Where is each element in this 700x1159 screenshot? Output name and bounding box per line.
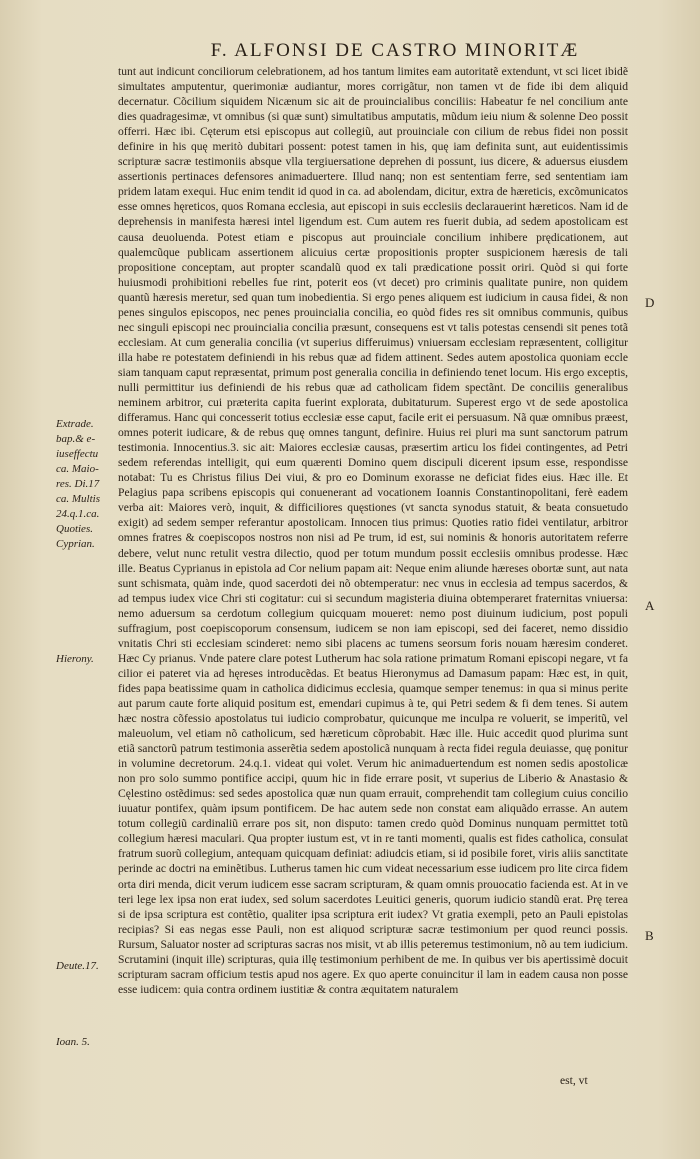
body-paragraph: tunt aut indicunt conciliorum celebrationem, ad hos tantum limites eam autoritatẽ extendunt, vt sci licet ibidẽ simultates amputentur, querimoniæ audiantur, mores corrigãtur, non tamen vt de fide ibi dem aliquid decernatur. Cõcilium siquidem Nicænum sic ait de prouincialibus conciliis: Habeatur fe nel concilium ante dies quadragesimæ, vt omnibus (si quæ sunt) simultatibus amputatis, mũdum ieiu nium & solenne Deo possit offerri. Hæc ibi. Cęterum etsi episcopus aut collegiũ, aut prouinciale con cilium de rebus fidei non possit definire in his quę meritò dubitari possent: potest tamen in his, quę iam definita sunt, aut euidentissimis scripturæ sacræ testimoniis absque vlla tergiuersatione deprehen di possunt, ius dicere, & aduersus eiusdem assertionis pertinaces defensores animaduertere. Illud nanq; non est sententiam ferre, sed sententiam iam pridem latam exequi. Huc enim tendit id quod in ca. ad abolendam, dicitur, extra de hæreticis, excõmunicatos esse omnes hęreticos, quos Romana ecclesia, aut episcopi in suis ecclesiis declarauerint hæreticos. Nam id de deprehensis in manifesta hæresi intel ligendum est. Cum autem res fuerit dubia, ad sedem apostolicam est causa deuoluenda. Potest etiam e piscopus aut prouinciale concilium inhibere prędicationem, aut qualemcũque publicam assertionem alicuius certæ propositionis propter suspicionem hæresis de tali propositione conceptam, aut propter scandalũ quod ex tali prædicatione possit oriri. Quòd si qui forte huiusmodi prohibitioni rebelles fue rint, poterit eos (vt decet) pro criminis qualitate punire, non quidem quantũ hæresis meretur, sed quan tum inobedientia. Si ergo penes aliquem est iudicium in causa fidei, & non penes singulos episcopos, nec penes prouincialia concilia, eo quòd fides res sit omnibus communis, quibus nec singuli episcopi nec prouincialia concilia præsunt, consequens est vt talis potestas censendi sit penes totã ecclesiam. At cum generalia concilia (vt superius differuimus) vniuersam ecclesiam repræsentent, colligitur illa habe re potestatem definiendi in his rebus quæ ad fidem attinent. Sedes autem apostolica quoniam eccle siam tanquam caput repræsentat, primum post generalia concilia in definiendo tenet locum. His ergo exceptis, nulli permittitur ius definiendi de his rebus quæ ad catholicam fidem spectãnt. De conciliis generalibus neminem arbitror, cui præterita capita fuerint explorata, dubitaturum. Superest ergo vt de sede apostolica differamus. Hanc qui concesserit totius ecclesiæ esse caput, facile erit ei persuasum. Nã quæ omnibus præest, omnes poterit iudicare, & de rebus quę omnes tangunt, definire. Huius rei pluri ma sunt sanctorum patrum testimonia. Innocentius.3. sic ait: Maiores ecclesiæ causas, præsertim articu los fidei contingentes, ad Petri sedem referendas intelligit, qui eum quærenti Domino quem discipuli dicerent ipsum esse, respondisse notabat: Tu es Christus filius Dei viui, & pro eo Dominum exorasse ne deficiat fides eius. Hæc ille. Et Pelagius papa scribens episcopis qui conuenerant ad vocationem Ioannis Constantinopolitani, ferè eadem verba ait: Maiores verò, inquit, & difficiliores quęstiones (vt sancta synodus statuit, & beata consuetudo exigit) ad sedem semper referantur apostolicam. Innocen tius primus: Quoties ratio fidei ventilatur, arbitror omnes fratres & coepiscopos nostros non nisi ad Pe trum, id est, sui nominis & honoris autoritatem referre debere, velut nunc retulit vestra dilectio, quod per totum mundum possit ecclesiis omnibus prodesse. Hæc ille. Beatus Cyprianus in epistola ad Cor nelium papam ait: Neque enim aliunde hæreses obortæ sunt, aut nata sunt schismata, quàm inde, quod sacerdoti dei nõ obtemperatur: nec vnus in ecclesia ad tempus sacerdos, & ad tempus iudex vice Chri sti cogitatur: cui si secundum magisteria diuina obtemperaret fraternitas vniuersa: nemo aduersum sa cerdotum collegium quicquam moueret: nemo post diuinum iudicium, post populi suffragium, post coepiscoporum consensum, iudicem se non iam episcopi, sed dei faceret, nemo dissidio vnitatis Chri sti ecclesiam scinderet: nemo sibi placens ac tumens seorsum foris nouam hæresim conderet. Hæc Cy prianus. Vnde patere clare potest Lutherum hac sola ratione primatum Romani episcopi negare, vt fa cilior ei pateret via ad hęreses introducẽdas. Et beatus Hieronymus ad Damasum papam: Hæc est, in quit, fides papa beatissime quam in catholica didicimus ecclesia, quamque semper tenemus: in qua si minus perite aut parum caute forte aliquid positum est, emendari cupimus à te, qui Petri sedem & fi dem tenes. Si autem hæc nostra cõfessio apostolatus tui iudicio comprobatur, quicunque me inculpa re voluerit, se imperitũ, vel maleuolum, vel etiam nõ catholicum, sed hæreticum cõprobabit. Hæc ille. Huic accedit quod plurima sunt etiã sanctorũ patrum testimonia asserẽtia sedem apostolicã nunquam à recta fidei regula deuiasse, quę ponitur in volumine decretorum. 24.q.1. videat qui volet. Verum hic animaduertendum est nomen sedis apostolicæ non pro solo summo pontifice accipi, quum hic in fide errare posit, vt superius de Liberio & Anastasio & Cęlestino ostẽdimus: sed sedes apostolica quæ nun quam errauit, comprehendit tam collegium cuius concilio iuuatur pontifex, quàm ipsum pontificem. De hac autem sede non constat eam aliquãdo errasse. An autem totum collegiũ cardinaliũ errare pos sit, non disputo: tamen credo quòd Dominus nunquam permittet totũ collegium hæresi maculari. Qua propter iustum est, vt in re tanti momenti, qualis est fides catholica, consulat fratrum suorũ collegium, antequam quicquam definiat: adiudcis etiam, si id posibile foret, viris aliis sanctitate perinde ac doctri na eminẽtibus. Lutherus tamen hic cum videat necessarium esse iudicem pro lite circa fidem orta diri menda, dicit verum iudicem esse sacram scripturam, & quam omnis prouocatio facienda est. At in ve teri lege lex ipsa non erat iudex, sed solum sacerdotes Leuitici generis, quorum iudicio standũ erat. Prę terea si de ipsa scriptura est contẽtio, qualiter ipsa scriptura erit iudex? Vt gratia exempli, peto an Pauli epistolas recipias? Si eas negas esse Pauli, non est aliquod scripturæ sacræ testimonium per quod reunci possis. Rursum, Saluator noster ad scripturas sacras nos misit, vt ab illis peteremus testimonium, nõ au tem iudicium. Scrutamini (inquit ille) scripturas, quia illę testimonium perhibent de me. In quibus ver bis apertissimè docuit scripturam sacram officium testis apud nos agere. Ex quo aperte conuincitur il lam in eadem causa non posse esse iudicem: quia contra ordinem iustitiæ & contra æquitatem naturalem <box>118 65 628 996</box>
margin-note: bap.& e- <box>56 433 96 445</box>
margin-note: Hierony. <box>56 653 94 665</box>
margin-note: Deute.17. <box>56 960 99 972</box>
margin-note: iuseffectu <box>56 448 99 460</box>
section-marker: D <box>645 295 655 310</box>
margin-note: ca. Multis <box>56 493 100 505</box>
section-marker: B <box>645 928 654 943</box>
margin-note: Quoties. <box>56 523 93 535</box>
margin-note: Ioan. 5. <box>56 1036 90 1048</box>
running-title: F. ALFONSI DE CASTRO MINORITÆ <box>210 40 580 61</box>
margin-note: 24.q.1.ca. <box>56 508 100 520</box>
section-marker: A <box>645 598 655 613</box>
margin-note: ca. Maio- <box>56 463 99 475</box>
margin-note: res. Di.17 <box>56 478 100 490</box>
margin-note: Cyprian. <box>56 538 95 550</box>
main-text-block <box>118 64 628 997</box>
margin-note: Extrade. <box>56 418 94 430</box>
catchword: est, vt <box>560 1074 588 1087</box>
